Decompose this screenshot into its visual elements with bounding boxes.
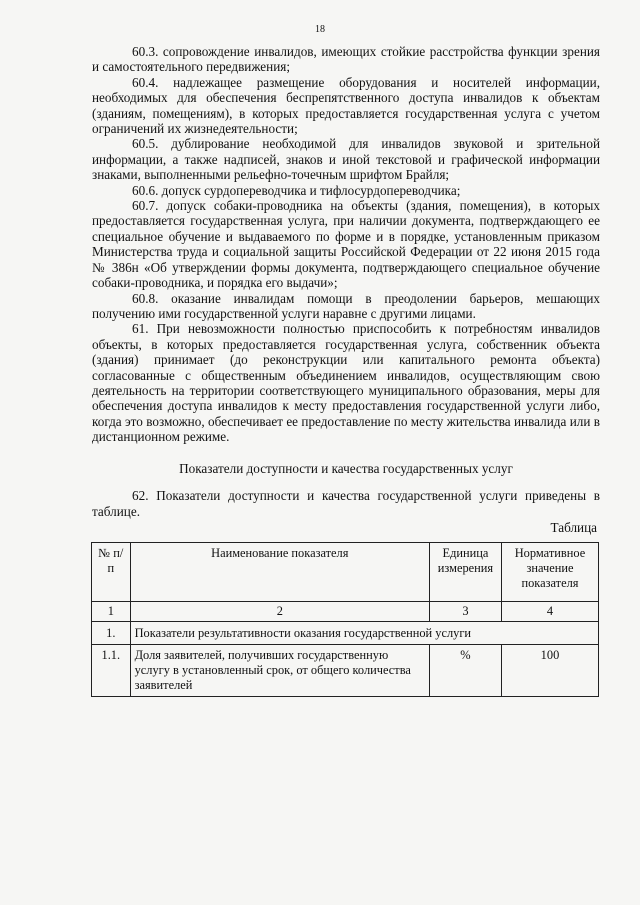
row-value: 100 (501, 645, 598, 697)
paragraph-60-6: 60.6. допуск сурдопереводчика и тифлосурдопереводчика; (132, 182, 461, 198)
section-heading: Показатели доступности и качества государственных услуг (179, 461, 513, 476)
body-text (92, 44, 600, 445)
table-row (92, 645, 599, 697)
numbering-cell: 3 (429, 602, 501, 622)
numbering-cell: 1 (92, 602, 131, 622)
header-unit: Единица измерения (429, 543, 501, 602)
paragraph-60-4: 60.4. надлежащее размещение оборудования и носителей информации, необходимых для обеспечения беспрепятственного доступа инвалидов к объектам (зданиям, помещениям), в которых предоставляется государственная услуга с учетом ограничений их жизнедеятельности; (92, 74, 600, 137)
header-value: Нормативное значение показателя (501, 543, 598, 602)
page-number: 18 (315, 24, 325, 35)
table-section-row (92, 622, 599, 645)
table-numbering-row (92, 602, 599, 622)
paragraph-60-8: 60.8. оказание инвалидам помощи в преодолении барьеров, мешающих получению ими государственной услуги наравне с другими лицами. (92, 290, 600, 321)
table-label: Таблица (550, 520, 597, 535)
header-number: № п/п (92, 543, 131, 602)
row-unit: % (429, 645, 501, 697)
paragraph-60-7: 60.7. допуск собаки-проводника на объекты (здания, помещения), в которых предоставляется государственная услуга, при наличии документа, подтверждающего ее специальное обучение и выдаваемого по форме и в порядке, установленным приказом Министерства труда и социальной защиты Российской Федерации от 22 июня 2015 года № 386н «Об утверждении формы документа, подтверждающего специальное обучение собаки-проводника, и порядка его выдачи»; (92, 198, 600, 291)
paragraph-60-5: 60.5. дублирование необходимой для инвалидов звуковой и зрительной информации, а также надписей, знаков и иной текстовой и графической информации знаками, выполненными рельефно-точечным шрифтом Брайля; (92, 136, 600, 183)
section-row-text: Показатели результативности оказания государственной услуги (130, 622, 598, 645)
header-name: Наименование показателя (130, 543, 429, 602)
numbering-cell: 4 (501, 602, 598, 622)
indicators-table (91, 542, 599, 697)
section-row-number: 1. (92, 622, 131, 645)
paragraph-60-3: 60.3. сопровождение инвалидов, имеющих стойкие расстройства функции зрения и самостоятельного передвижения; (92, 44, 600, 75)
paragraph-62: 62. Показатели доступности и качества государственной услуги приведены в таблице. (92, 488, 600, 519)
paragraph-61: 61. При невозможности полностью приспособить к потребностям инвалидов объекты, в которых предоставляется государственная услуга, собственник объекта (здания) принимает (до реконструкции или капитального ремонта объекта) согласованные с общественным объединением инвалидов, осуществляющим свою деятельность на территории соответствующего муниципального образования, меры для обеспечения доступа инвалидов к месту предоставления государственной услуги либо, когда это возможно, обеспечивает ее предоставление по месту жительства инвалида или в дистанционном режиме. (92, 321, 600, 445)
numbering-cell: 2 (130, 602, 429, 622)
row-number: 1.1. (92, 645, 131, 697)
table-header-row (92, 543, 599, 602)
row-name: Доля заявителей, получивших государственную услугу в установленный срок, от общего количества заявителей (130, 645, 429, 697)
